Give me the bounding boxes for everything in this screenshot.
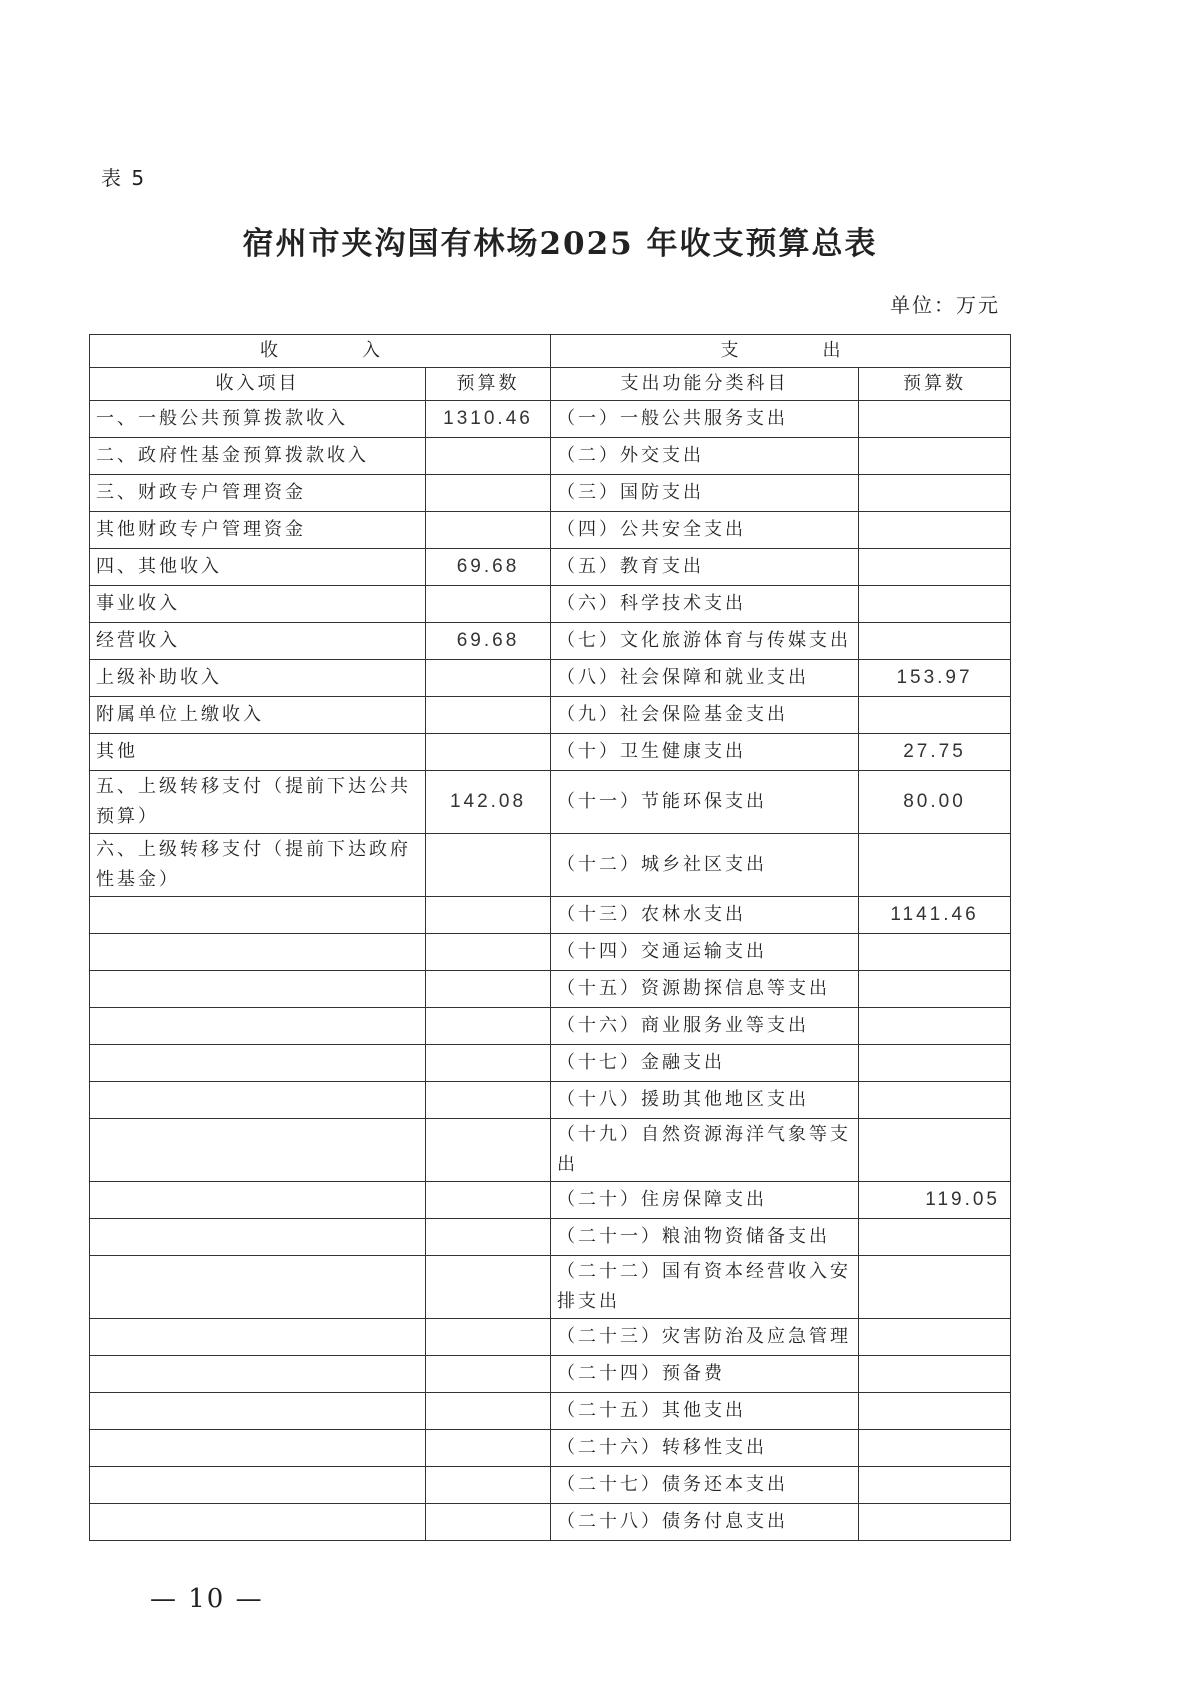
expense-amount-cell bbox=[859, 475, 1011, 512]
expense-item-cell: （九）社会保险基金支出 bbox=[551, 697, 859, 734]
expense-item-header: 支出功能分类科目 bbox=[551, 368, 859, 401]
expense-amount-cell: 119.05 bbox=[859, 1182, 1011, 1219]
income-item-cell bbox=[90, 1008, 426, 1045]
table-row bbox=[90, 1467, 1011, 1504]
table-row bbox=[90, 438, 1011, 475]
income-item-cell bbox=[90, 1219, 426, 1256]
expense-amount-cell: 153.97 bbox=[859, 660, 1011, 697]
expense-item-cell: （四）公共安全支出 bbox=[551, 512, 859, 549]
expense-amount-cell bbox=[859, 1504, 1011, 1541]
expense-amount-cell: 80.00 bbox=[859, 771, 1011, 834]
income-amount-cell bbox=[426, 1182, 551, 1219]
expense-item-cell: （五）教育支出 bbox=[551, 549, 859, 586]
expense-amount-cell bbox=[859, 697, 1011, 734]
expense-amount-cell bbox=[859, 1082, 1011, 1119]
table-row bbox=[90, 1356, 1011, 1393]
income-item-cell bbox=[90, 1182, 426, 1219]
expense-amount-cell bbox=[859, 438, 1011, 475]
table-row bbox=[90, 1256, 1011, 1319]
table-row bbox=[90, 401, 1011, 438]
table-row bbox=[90, 734, 1011, 771]
income-amount-cell bbox=[426, 1219, 551, 1256]
table-row bbox=[90, 1504, 1011, 1541]
income-item-cell bbox=[90, 971, 426, 1008]
column-header-row bbox=[90, 368, 1011, 401]
income-amount-cell bbox=[426, 1430, 551, 1467]
expense-amount-cell bbox=[859, 586, 1011, 623]
table-row bbox=[90, 1045, 1011, 1082]
expense-amount-cell bbox=[859, 512, 1011, 549]
expense-amount-cell: 1141.46 bbox=[859, 897, 1011, 934]
expense-item-cell: （十二）城乡社区支出 bbox=[551, 834, 859, 897]
table-row bbox=[90, 623, 1011, 660]
income-amount-cell bbox=[426, 697, 551, 734]
expense-item-cell: （十六）商业服务业等支出 bbox=[551, 1008, 859, 1045]
income-item-cell bbox=[90, 897, 426, 934]
table-row bbox=[90, 1319, 1011, 1356]
income-item-cell: 五、上级转移支付（提前下达公共预算） bbox=[90, 771, 426, 834]
expense-amount-cell bbox=[859, 1119, 1011, 1182]
expense-item-cell: （二十四）预备费 bbox=[551, 1356, 859, 1393]
expense-amount-cell bbox=[859, 834, 1011, 897]
income-item-cell: 其他财政专户管理资金 bbox=[90, 512, 426, 549]
expense-amount-cell bbox=[859, 1008, 1011, 1045]
table-row bbox=[90, 1430, 1011, 1467]
income-amount-cell: 142.08 bbox=[426, 771, 551, 834]
income-amount-cell bbox=[426, 1256, 551, 1319]
expense-item-cell: （三）国防支出 bbox=[551, 475, 859, 512]
income-amount-cell bbox=[426, 1045, 551, 1082]
table-row bbox=[90, 512, 1011, 549]
expense-item-cell: （二十六）转移性支出 bbox=[551, 1430, 859, 1467]
expense-item-cell: （二十三）灾害防治及应急管理 bbox=[551, 1319, 859, 1356]
expense-item-cell: （十八）援助其他地区支出 bbox=[551, 1082, 859, 1119]
table-row bbox=[90, 549, 1011, 586]
income-item-cell: 其他 bbox=[90, 734, 426, 771]
expense-amount-cell bbox=[859, 1219, 1011, 1256]
income-amount-cell bbox=[426, 438, 551, 475]
table-row bbox=[90, 1393, 1011, 1430]
expense-group-header: 支 出 bbox=[551, 335, 1011, 368]
income-amount-cell bbox=[426, 1467, 551, 1504]
income-amount-cell bbox=[426, 512, 551, 549]
unit-label: 单位：万元 bbox=[890, 293, 1000, 317]
income-amount-cell bbox=[426, 1393, 551, 1430]
income-amount-cell bbox=[426, 1119, 551, 1182]
table-row bbox=[90, 697, 1011, 734]
table-row bbox=[90, 771, 1011, 834]
table-row bbox=[90, 897, 1011, 934]
expense-item-cell: （十）卫生健康支出 bbox=[551, 734, 859, 771]
income-amount-cell bbox=[426, 660, 551, 697]
income-amount-cell bbox=[426, 1319, 551, 1356]
expense-item-cell: （二十八）债务付息支出 bbox=[551, 1504, 859, 1541]
income-item-cell: 三、财政专户管理资金 bbox=[90, 475, 426, 512]
income-item-cell bbox=[90, 1119, 426, 1182]
income-amount-cell bbox=[426, 971, 551, 1008]
income-amount-cell: 1310.46 bbox=[426, 401, 551, 438]
table-row bbox=[90, 660, 1011, 697]
expense-item-cell: （十一）节能环保支出 bbox=[551, 771, 859, 834]
expense-amount-cell bbox=[859, 623, 1011, 660]
expense-amount-cell bbox=[859, 1467, 1011, 1504]
table-label: 表 5 bbox=[101, 166, 147, 190]
expense-amount-cell bbox=[859, 971, 1011, 1008]
income-item-cell bbox=[90, 1430, 426, 1467]
expense-item-cell: （二十一）粮油物资储备支出 bbox=[551, 1219, 859, 1256]
income-amount-cell bbox=[426, 1504, 551, 1541]
income-item-cell bbox=[90, 1356, 426, 1393]
income-item-cell: 二、政府性基金预算拨款收入 bbox=[90, 438, 426, 475]
income-item-cell bbox=[90, 1393, 426, 1430]
expense-item-cell: （二十五）其他支出 bbox=[551, 1393, 859, 1430]
page-number: — 10 — bbox=[150, 1584, 264, 1614]
table-row bbox=[90, 1182, 1011, 1219]
expense-item-cell: （二十）住房保障支出 bbox=[551, 1182, 859, 1219]
expense-item-cell: （十四）交通运输支出 bbox=[551, 934, 859, 971]
income-item-cell: 四、其他收入 bbox=[90, 549, 426, 586]
table-row bbox=[90, 586, 1011, 623]
income-amount-cell: 69.68 bbox=[426, 549, 551, 586]
table-row bbox=[90, 1219, 1011, 1256]
expense-amount-cell: 27.75 bbox=[859, 734, 1011, 771]
expense-amount-cell bbox=[859, 1045, 1011, 1082]
document-title: 宿州市夹沟国有林场2025 年收支预算总表 bbox=[242, 226, 878, 262]
income-item-cell bbox=[90, 1467, 426, 1504]
table-row bbox=[90, 1008, 1011, 1045]
group-header-row bbox=[90, 335, 1011, 368]
expense-item-cell: （二）外交支出 bbox=[551, 438, 859, 475]
income-item-cell bbox=[90, 1504, 426, 1541]
income-item-cell bbox=[90, 1319, 426, 1356]
table-row bbox=[90, 1119, 1011, 1182]
expense-item-cell: （十三）农林水支出 bbox=[551, 897, 859, 934]
income-amount-cell bbox=[426, 586, 551, 623]
expense-amount-cell bbox=[859, 549, 1011, 586]
income-amount-header: 预算数 bbox=[426, 368, 551, 401]
income-amount-cell bbox=[426, 1008, 551, 1045]
budget-table bbox=[89, 334, 1011, 1541]
expense-amount-cell bbox=[859, 1430, 1011, 1467]
income-item-cell: 六、上级转移支付（提前下达政府性基金） bbox=[90, 834, 426, 897]
expense-item-cell: （八）社会保障和就业支出 bbox=[551, 660, 859, 697]
table-row bbox=[90, 971, 1011, 1008]
income-item-cell bbox=[90, 1082, 426, 1119]
expense-amount-cell bbox=[859, 1319, 1011, 1356]
expense-item-cell: （十九）自然资源海洋气象等支出 bbox=[551, 1119, 859, 1182]
income-group-header: 收 入 bbox=[90, 335, 551, 368]
expense-item-cell: （七）文化旅游体育与传媒支出 bbox=[551, 623, 859, 660]
income-amount-cell bbox=[426, 934, 551, 971]
income-amount-cell bbox=[426, 897, 551, 934]
table-row bbox=[90, 934, 1011, 971]
income-amount-cell bbox=[426, 1082, 551, 1119]
budget-table-body bbox=[90, 401, 1011, 1541]
expense-item-cell: （一）一般公共服务支出 bbox=[551, 401, 859, 438]
expense-item-cell: （十七）金融支出 bbox=[551, 1045, 859, 1082]
income-amount-cell bbox=[426, 1356, 551, 1393]
income-item-cell bbox=[90, 1256, 426, 1319]
income-amount-cell bbox=[426, 734, 551, 771]
expense-amount-cell bbox=[859, 401, 1011, 438]
income-item-cell bbox=[90, 934, 426, 971]
expense-amount-cell bbox=[859, 1393, 1011, 1430]
income-item-cell: 附属单位上缴收入 bbox=[90, 697, 426, 734]
income-item-header: 收入项目 bbox=[90, 368, 426, 401]
expense-amount-cell bbox=[859, 1356, 1011, 1393]
expense-item-cell: （二十七）债务还本支出 bbox=[551, 1467, 859, 1504]
income-amount-cell bbox=[426, 475, 551, 512]
expense-item-cell: （二十二）国有资本经营收入安排支出 bbox=[551, 1256, 859, 1319]
income-amount-cell: 69.68 bbox=[426, 623, 551, 660]
expense-item-cell: （十五）资源勘探信息等支出 bbox=[551, 971, 859, 1008]
expense-amount-header: 预算数 bbox=[859, 368, 1011, 401]
income-amount-cell bbox=[426, 834, 551, 897]
income-item-cell bbox=[90, 1045, 426, 1082]
income-item-cell: 经营收入 bbox=[90, 623, 426, 660]
income-item-cell: 上级补助收入 bbox=[90, 660, 426, 697]
income-item-cell: 事业收入 bbox=[90, 586, 426, 623]
income-item-cell: 一、一般公共预算拨款收入 bbox=[90, 401, 426, 438]
table-row bbox=[90, 1082, 1011, 1119]
table-row bbox=[90, 834, 1011, 897]
table-row bbox=[90, 475, 1011, 512]
expense-amount-cell bbox=[859, 1256, 1011, 1319]
expense-item-cell: （六）科学技术支出 bbox=[551, 586, 859, 623]
expense-amount-cell bbox=[859, 934, 1011, 971]
